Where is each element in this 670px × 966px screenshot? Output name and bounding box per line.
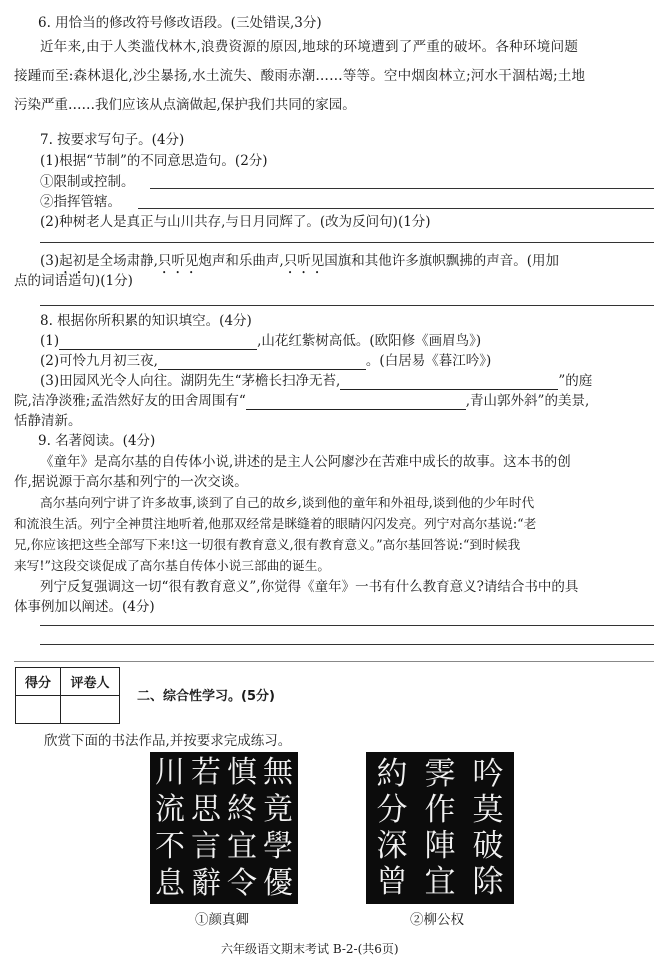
liu-char-0: 約 (376, 756, 408, 792)
yan-char-11: 學 (263, 829, 293, 864)
dotted-word-1: 起初 (59, 253, 87, 269)
yan-char-6: 終 (227, 792, 257, 827)
liu-char-10: 宜 (424, 864, 456, 900)
q7-sub2: (2)种树老人是真正与山川共存,与日月同辉了。(改为反问句)(1分) (40, 214, 431, 230)
score-cell[interactable] (16, 696, 61, 724)
liu-char-11: 除 (472, 864, 504, 900)
dotted-word-2: 只听见 (157, 253, 199, 269)
yan-char-14: 令 (227, 866, 257, 901)
yan-char-13: 辭 (191, 866, 221, 901)
grader-cell[interactable] (61, 696, 120, 724)
q9-p1b: 作,据说源于高尔基和列宁的一次交谈。 (14, 474, 248, 490)
q8-s3-line2: 院,洁净淡雅;孟浩然好友的田舍周围有“ ,青山郭外斜”的美景, (14, 393, 590, 409)
liu-char-2: 吟 (472, 756, 504, 792)
q8-title: 8. 根据你所积累的知识填空。(4分) (40, 313, 252, 329)
yan-char-2: 慎 (227, 755, 257, 790)
yan-char-9: 言 (191, 829, 221, 864)
liu-char-9: 曾 (376, 864, 408, 900)
blank-8-3a[interactable] (340, 375, 558, 390)
q7-sub3: (3)起初是全场肃静,只听见炮声和乐曲声,只听见国旗和其他许多旗帜飘拂的声音。(用加 (40, 253, 559, 269)
q7-sub3-line2: 点的词语造句)(1分) (14, 273, 133, 289)
q9-p3b: 体事例加以阐述。(4分) (14, 599, 155, 615)
answer-line-7-3[interactable] (40, 305, 654, 306)
liu-char-4: 作 (424, 792, 456, 828)
q6-paragraph-line-2: 接踵而至:森林退化,沙尘暴扬,水土流失、酸雨赤潮……等等。空中烟囱林立;河水干涸枯竭;土地 (14, 68, 586, 84)
q7-sub1a: ①限制或控制。 (40, 174, 135, 190)
yan-char-15: 優 (263, 866, 293, 901)
q8-s3: (3)田园风光令人向往。湖阴先生“茅檐长扫净无苔, ”的庭 (40, 373, 593, 389)
yan-char-5: 思 (191, 792, 221, 827)
answer-line-9-1[interactable] (40, 625, 654, 626)
yan-char-8: 不 (155, 829, 185, 864)
blank-8-1[interactable] (59, 335, 257, 350)
liu-char-8: 破 (472, 828, 504, 864)
q6-title: 6. 用恰当的修改符号修改语段。(三处错误,3分) (38, 15, 322, 31)
q8-s3-line3: 恬静清新。 (14, 413, 82, 429)
yan-char-4: 流 (155, 792, 185, 827)
q7-sub1: (1)根据“节制”的不同意思造句。(2分) (40, 153, 268, 169)
section2-intro: 欣赏下面的书法作品,并按要求完成练习。 (44, 733, 292, 749)
yan-char-1: 若 (191, 755, 221, 790)
q6-paragraph-line-3: 污染严重……我们应该从点滴做起,保护我们共同的家园。 (14, 97, 356, 113)
q9-p2b: 和流浪生活。列宁全神贯注地听着,他那双经常是眯缝着的眼睛闪闪发亮。列宁对高尔基说:“老 (14, 516, 537, 531)
blank-8-3b[interactable] (246, 395, 466, 410)
answer-line-9-2[interactable] (40, 644, 654, 645)
q6-paragraph-line-1: 近年来,由于人类滥伐林木,浪费资源的原因,地球的环境遭到了严重的破坏。各种环境问题 (40, 39, 579, 55)
q9-p3a: 列宁反复强调这一切“很有教育意义”,你觉得《童年》一书有什么教育意义?请结合书中的具 (40, 579, 579, 595)
yan-char-10: 宜 (227, 829, 257, 864)
q9-title: 9. 名著阅读。(4分) (38, 433, 156, 449)
liu-gongquan-calligraphy (366, 752, 514, 904)
q9-p1a: 《童年》是高尔基的自传体小说,讲述的是主人公阿廖沙在苦难中成长的故事。这本书的创 (40, 454, 571, 470)
liu-char-3: 分 (376, 792, 408, 828)
section-divider (14, 661, 654, 662)
q7-sub1b: ②指挥管辖。 (40, 194, 121, 210)
liu-char-5: 莫 (472, 792, 504, 828)
grader-label: 评卷人 (61, 668, 120, 696)
q7-title: 7. 按要求写句子。(4分) (40, 132, 185, 148)
answer-line-7-2[interactable] (40, 242, 654, 243)
page-footer: 六年级语文期末考试 B-2-(共6页) (221, 942, 399, 956)
answer-line-7-1b[interactable] (138, 208, 654, 209)
yan-char-7: 竟 (263, 792, 293, 827)
section2-title: 二、综合性学习。(5分) (137, 689, 275, 704)
yan-char-0: 川 (155, 755, 185, 790)
dotted-word-3: 只听见 (283, 253, 325, 269)
answer-line-7-1a[interactable] (150, 188, 654, 189)
q8-s2: (2)可怜九月初三夜, 。(白居易《暮江吟》) (40, 353, 492, 369)
q9-p2a: 高尔基向列宁讲了许多故事,谈到了自己的故乡,谈到他的童年和外祖母,谈到他的少年时代 (40, 495, 535, 510)
liu-char-7: 陣 (424, 828, 456, 864)
liu-caption: ②柳公权 (410, 912, 464, 928)
blank-8-2[interactable] (158, 355, 366, 370)
score-label: 得分 (16, 668, 61, 696)
q9-p2d: 来写!”这段交谈促成了高尔基自传体小说三部曲的诞生。 (14, 558, 331, 573)
liu-char-6: 深 (376, 828, 408, 864)
yan-char-12: 息 (155, 866, 185, 901)
liu-char-1: 霁 (424, 756, 456, 792)
q8-s1: (1) ,山花红紫树高低。(欧阳修《画眉鸟》) (40, 333, 482, 349)
score-box (15, 667, 120, 724)
q9-p2c: 兄,你应该把这些全部写下来!这一切很有教育意义,很有教育意义。”高尔基回答说:“到时候我 (14, 537, 521, 552)
yan-zhenqing-calligraphy (150, 752, 298, 904)
yan-char-3: 無 (263, 755, 293, 790)
yan-caption: ①颜真卿 (195, 912, 249, 928)
